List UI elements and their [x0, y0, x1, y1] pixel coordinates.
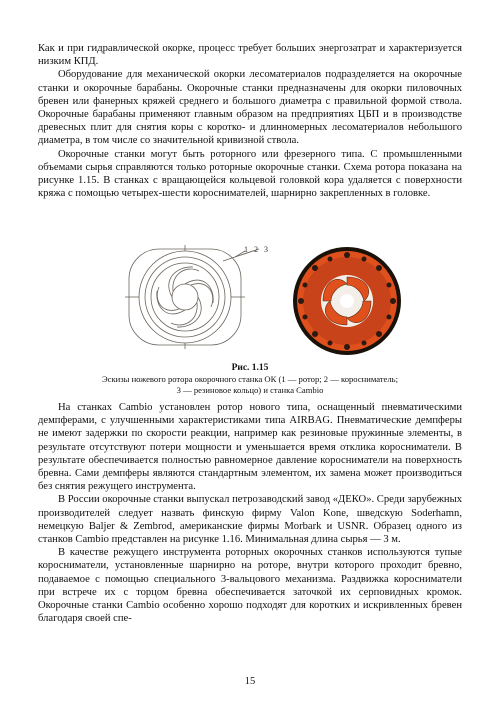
- paragraph: Окорочные станки могут быть роторного или фрезерного типа. С промышленными объемами сырья справляются только роторные окорочные станки. Схема ротора показана на рисунке 1.15. В станках с вращающейся кольцевой головкой кора удаляется с поверхности кряжа с помощью четырех-шести короснимателей, шарнирно закрепленных в головке.: [38, 148, 462, 200]
- paragraph: Оборудование для механической окорки лесоматериалов подразделяется на окорочные станки и окорочные барабаны. Окорочные станки предназначены для окорки пиловочных бревен или фанерных кряжей среднего и большого диаметра с правильной формой ствола. Окорочные барабаны применяют главным образом на предприятиях ЦБП и в производстве древесных плит для снятия коры с коротко- и длинномерных лесоматериалов небольшого диаметра, в том числе со значительной кривизной ствола.: [38, 69, 462, 147]
- figure-caption: [38, 374, 462, 396]
- text-block-bottom: [38, 401, 462, 625]
- cambio-rotor-photo: [290, 245, 405, 357]
- paragraph: Как и при гидравлической окорке, процесс требует больших энергозатрат и характеризуется низким КПД.: [38, 43, 462, 68]
- caption-line: 3 — резиновое кольцо) и станка Cambio: [176, 385, 324, 395]
- figure-title: Рис. 1.15: [231, 363, 269, 373]
- label-1: 1: [244, 245, 248, 254]
- page-number: 15: [244, 676, 256, 687]
- paragraph: В России окорочные станки выпускал петрозаводский завод «ДЕКО». Среди зарубежных производителей следует назвать финскую фирму Valon Kone, шведскую Soderhamn, немецкую Baljer & Zembrod, американские фирмы Morbark и USNR. Образец одного из станков Cambio представлен на рисунке 1.16. Минимальная длина сырья — 3 м.: [38, 494, 462, 546]
- text-block-top: [38, 42, 462, 200]
- figure-1-15: [38, 243, 462, 395]
- label-3: 3: [264, 245, 268, 254]
- paragraph: На станках Cambio установлен ротор нового типа, оснащенный пневматическими демпферами, с улучшенными характеристиками типа AIRBAG. Пневматические демпферы не имеют задержки по скорости реакции, например как резиновые пружинные элементы, в результате отсутствуют потери мощности и уменьшается время отклика коросниматели. В результате обеспечивается полностью равномерное давление коросниматели на поверхность бревна. Сами демпферы являются стандартным элементом, их замена может производиться без снятия режущего инструмента.: [38, 402, 462, 493]
- caption-line: Эскизы ножевого ротора окорочного станка ОК (1 — ротор; 2 — коросниматель;: [102, 374, 398, 384]
- paragraph: В качестве режущего инструмента роторных окорочных станков используются тупые коросниматели, установленные шарнирно на роторе, внутри которого проходит бревно, подаваемое с помощью специального 3-вальцового механизма. Раздвижка коросниматели при встрече их с торцом бревна обеспечивается заточкой их серповидных кромок. Окорочные станки Cambio особенно хорошо подходят для коротких и искривленных бревен благодаря своей спе-: [38, 547, 462, 625]
- rotor-sketch-drawing: [95, 243, 283, 351]
- label-2: 2: [254, 245, 258, 254]
